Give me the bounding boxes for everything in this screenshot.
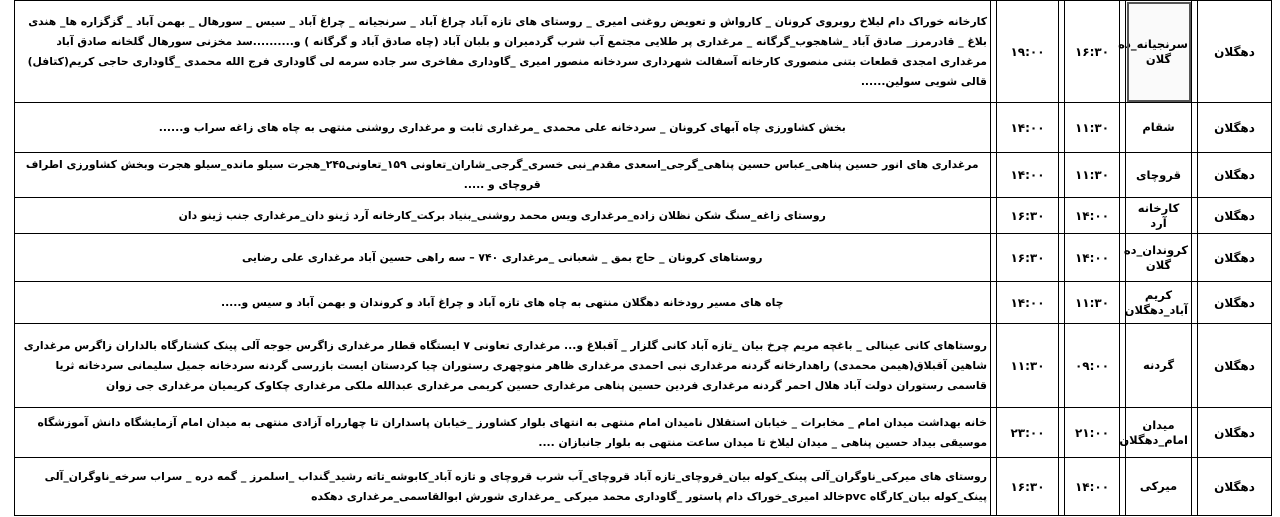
area-cell: شقام (1126, 103, 1192, 153)
column-separator (1059, 198, 1065, 234)
end-time-cell: ۱۴:۰۰ (997, 103, 1059, 153)
affected-places-cell: روستای های میرکی_ناوگران_آلی پینک_کوله بیان_قروچای_تازه آباد قروچای_آب شرب قروچای و تازه آباد_کابوشه_تاته رشید_گنداب _اسلمرز _ گمه دره _ سراب سرخه_ناوگران_آلی پینک_کوله بیان_کارگاه pvcخالد امیری_خوراک دام پاستور _گاوداری محمد میرکی _مرغداری شورش ابوالقاسمی_مرغداری دهکده (14, 458, 991, 516)
edge-margin (0, 153, 14, 198)
column-separator (1192, 282, 1198, 324)
column-separator (1192, 103, 1198, 153)
column-separator (1192, 324, 1198, 408)
area-cell: کریم آباد_دهگلان (1126, 282, 1192, 324)
column-separator (991, 324, 997, 408)
start-time-cell: ۱۴:۰۰ (1065, 458, 1120, 516)
city-cell: دهگلان (1198, 1, 1272, 103)
affected-places-cell: روستاهای کرونان _ حاج بمق _ شعبانی _مرغداری ۷۴۰ – سه راهی حسین آباد مرغداری علی رضایی (14, 234, 991, 282)
table-row (0, 458, 1272, 516)
city-cell: دهگلان (1198, 282, 1272, 324)
column-separator (1192, 1, 1198, 103)
city-cell: دهگلان (1198, 458, 1272, 516)
city-cell: دهگلان (1198, 324, 1272, 408)
column-separator (1120, 458, 1126, 516)
column-separator (1192, 458, 1198, 516)
start-time-cell: ۱۶:۳۰ (1065, 1, 1120, 103)
table-row (0, 153, 1272, 198)
end-time-cell: ۱۶:۳۰ (997, 458, 1059, 516)
table-row (0, 103, 1272, 153)
end-time-cell: ۱۱:۳۰ (997, 324, 1059, 408)
edge-margin (0, 324, 14, 408)
city-cell: دهگلان (1198, 198, 1272, 234)
edge-margin (0, 234, 14, 282)
column-separator (1120, 198, 1126, 234)
city-cell: دهگلان (1198, 408, 1272, 458)
edge-margin (0, 198, 14, 234)
edge-margin (0, 1, 14, 103)
column-separator (991, 198, 997, 234)
table-row (0, 408, 1272, 458)
start-time-cell: ۰۹:۰۰ (1065, 324, 1120, 408)
column-separator (1192, 408, 1198, 458)
end-time-cell: ۱۶:۳۰ (997, 234, 1059, 282)
table-row (0, 234, 1272, 282)
column-separator (991, 1, 997, 103)
column-separator (1059, 1, 1065, 103)
affected-places-cell: روستاهای کانی عینالی _ باغچه مریم چرخ بیان _تازه آباد کانی گلزار _ آقبلاغ و... مرغداری تعاونی ۷ ایستگاه قطار مرغداری زاگرس جوجه آلی پینک کشتارگاه بالداران زاگرس مرغداری شاهین آقبلاق(هیمن محمدی) راهدارخانه گردنه مرغداری نبی احمدی مرغداری ظاهر منوچهری رستوران چیا کردستان ایست بازرسی گردنه سردخانه جمیل سلیمانی سردخانه ثریا قاسمی رستوران دولت آباد هلال احمر گردنه مرغداری فردین حسین پناهی مرغداری حسین کریمی مرغداری عبدالله ملکی مرغداری چکاوک کریمیان مرغداری جی زوان (14, 324, 991, 408)
column-separator (991, 282, 997, 324)
area-cell: میدان امام_دهگلان (1126, 408, 1192, 458)
column-separator (991, 408, 997, 458)
affected-places-cell: روستای زاغه_سنگ شکن نظلان زاده_مرغداری ویس محمد روشنی_بنیاد برکت_کارخانه آرد ژینو دان_مرغداری جنب ژینو دان (14, 198, 991, 234)
area-cell: میرکی (1126, 458, 1192, 516)
column-separator (1192, 234, 1198, 282)
column-separator (1059, 153, 1065, 198)
edge-margin (0, 408, 14, 458)
affected-places-cell: چاه های مسیر رودخانه دهگلان منتهی به چاه های تازه آباد و چراغ آباد و کروندان و بهمن آباد و سیس و..... (14, 282, 991, 324)
affected-places-cell: مرغداری های انور حسین پناهی_عباس حسین پناهی_گرجی_اسعدی مقدم_نبی خسری_گرجی_شاران_تعاونی ۱۵۹_تعاونی۲۴۵_هجرت سیلو مانده_سیلو هجرت وبخش کشاورزی اطراف قروچای و ..... (14, 153, 991, 198)
table-row (0, 1, 1272, 103)
area-cell: کروندان_ده گلان (1126, 234, 1192, 282)
start-time-cell: ۱۱:۳۰ (1065, 153, 1120, 198)
column-separator (1120, 1, 1126, 103)
start-time-cell: ۱۱:۳۰ (1065, 103, 1120, 153)
end-time-cell: ۲۳:۰۰ (997, 408, 1059, 458)
start-time-cell: ۲۱:۰۰ (1065, 408, 1120, 458)
column-separator (1120, 234, 1126, 282)
column-separator (1059, 282, 1065, 324)
end-time-cell: ۱۹:۰۰ (997, 1, 1059, 103)
column-separator (1059, 234, 1065, 282)
affected-places-cell: خانه بهداشت میدان امام _ مخابرات _ خیابان استقلال نامیدان امام منتهی به انتهای بلوار کشاورز _خیابان پاسداران تا چهارراه آزادی منتهی به میدان امام آزمایشگاه دانش آموزشگاه موسیقی بیداد حسین پناهی _ میدان لیلاخ تا میدان ساعت منتهی به بلوار جانبازان .... (14, 408, 991, 458)
start-time-cell: ۱۴:۰۰ (1065, 198, 1120, 234)
city-cell: دهگلان (1198, 153, 1272, 198)
table-row (0, 324, 1272, 408)
area-cell: گردنه (1126, 324, 1192, 408)
column-separator (991, 103, 997, 153)
column-separator (991, 458, 997, 516)
area-cell: سرنجیانه_ده گلان (1126, 1, 1192, 103)
start-time-cell: ۱۴:۰۰ (1065, 234, 1120, 282)
affected-places-cell: کارخانه خوراک دام لیلاخ روبروی کرونان _ کارواش و تعویض روغنی امیری _ روستای های تازه آباد چراغ آباد _ سرنجیانه _ چراغ آباد _ سیس _ سورهال _ بهمن آباد _ گزگزاره ها_ هندی بلاغ _ قادرمرز_ صادق آباد _شاهجوب_گرگانه _ مرغداری پر طلایی مجتمع آب شرب گردمیران و بلبان آباد (چاه صادق آباد و گرگانه ) و..........سد مخزنی سورهال گلخانه صادق آباد مرغداری امجدی قطعات بتنی منصوری کارخانه آسفالت شهرداری سردخانه منصور امیری _گاوداری مفاخری سر جاده سرمه لی گاوداری فرج الله محمدی _گاوداری حاجی کریم(کتافل) قالی شویی سولین...... (14, 1, 991, 103)
affected-places-cell: بخش کشاورزی چاه آبهای کرونان _ سردخانه علی محمدی _مرغداری ثابت و مرغداری روشنی منتهی به چاه های زاغه سراب و...... (14, 103, 991, 153)
column-separator (1120, 153, 1126, 198)
column-separator (1192, 153, 1198, 198)
column-separator (1059, 324, 1065, 408)
city-cell: دهگلان (1198, 234, 1272, 282)
column-separator (1192, 198, 1198, 234)
area-cell: قروچای (1126, 153, 1192, 198)
column-separator (991, 153, 997, 198)
column-separator (1059, 103, 1065, 153)
edge-margin (0, 458, 14, 516)
table-row (0, 282, 1272, 324)
column-separator (1120, 324, 1126, 408)
end-time-cell: ۱۴:۰۰ (997, 282, 1059, 324)
edge-margin (0, 103, 14, 153)
column-separator (991, 234, 997, 282)
area-cell: کارخانه آرد (1126, 198, 1192, 234)
end-time-cell: ۱۶:۳۰ (997, 198, 1059, 234)
column-separator (1120, 103, 1126, 153)
start-time-cell: ۱۱:۳۰ (1065, 282, 1120, 324)
edge-margin (0, 282, 14, 324)
column-separator (1059, 408, 1065, 458)
table-row (0, 198, 1272, 234)
city-cell: دهگلان (1198, 103, 1272, 153)
column-separator (1059, 458, 1065, 516)
end-time-cell: ۱۴:۰۰ (997, 153, 1059, 198)
